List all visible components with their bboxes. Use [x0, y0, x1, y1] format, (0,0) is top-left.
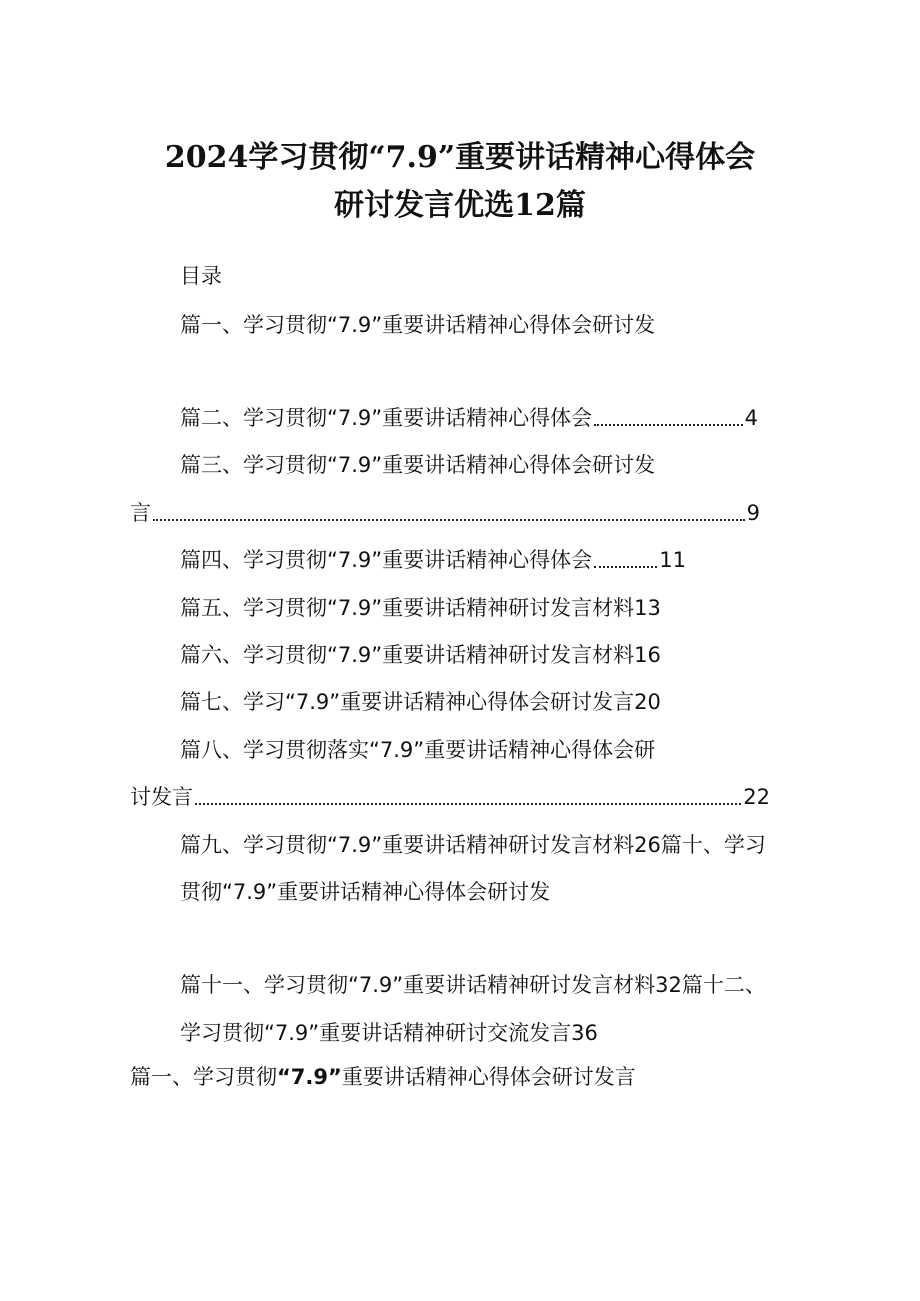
- toc-leader-dots: [153, 519, 745, 521]
- section-heading-bold: “7.9”: [277, 1065, 342, 1089]
- toc-item-11-12-line1: 篇十一、学习贯彻“7.9”重要讲话精神研讨发言材料32篇十二、: [180, 973, 766, 997]
- toc-item-9-10-line1: 篇九、学习贯彻“7.9”重要讲话精神研讨发言材料26篇十、学习: [180, 833, 766, 857]
- toc-item-6: 篇六、学习贯彻“7.9”重要讲话精神研讨发言材料16: [180, 643, 661, 667]
- toc-item-7: 篇七、学习“7.9”重要讲话精神心得体会研讨发言20: [180, 690, 661, 714]
- toc-item-2: [180, 403, 758, 433]
- toc-item-1: 篇一、学习贯彻“7.9”重要讲话精神心得体会研讨发: [180, 313, 656, 337]
- toc-item-2-label: 篇二、学习贯彻“7.9”重要讲话精神心得体会: [180, 406, 593, 430]
- section-heading: [130, 1062, 636, 1092]
- toc-item-3-page: 9: [746, 501, 760, 525]
- toc-item-3-continuation: [130, 498, 760, 528]
- document-title-line1: 2024学习贯彻“7.9”重要讲话精神心得体会: [164, 140, 756, 175]
- section-heading-prefix: 篇一、学习贯彻: [130, 1065, 277, 1089]
- toc-item-4-page: 11: [659, 548, 686, 572]
- toc-item-9-10-line2: 贯彻“7.9”重要讲话精神心得体会研讨发: [180, 880, 551, 904]
- toc-item-5: 篇五、学习贯彻“7.9”重要讲话精神研讨发言材料13: [180, 596, 661, 620]
- toc-leader-dots: [594, 424, 742, 426]
- toc-item-3-cont-label: 言: [130, 501, 151, 525]
- toc-heading: 目录: [180, 264, 222, 288]
- toc-item-8-cont-label: 讨发言: [130, 785, 193, 809]
- toc-item-8-continuation: [130, 782, 770, 812]
- toc-item-8-page: 22: [743, 785, 770, 809]
- section-heading-suffix: 重要讲话精神心得体会研讨发言: [341, 1065, 636, 1089]
- toc-item-2-page: 4: [744, 406, 758, 430]
- toc-item-8: 篇八、学习贯彻落实“7.9”重要讲话精神心得体会研: [180, 738, 656, 762]
- toc-leader-dots: [594, 566, 657, 568]
- toc-leader-dots: [195, 803, 741, 805]
- toc-item-3: 篇三、学习贯彻“7.9”重要讲话精神心得体会研讨发: [180, 453, 656, 477]
- toc-item-4-label: 篇四、学习贯彻“7.9”重要讲话精神心得体会: [180, 548, 593, 572]
- toc-item-4: [180, 545, 686, 575]
- toc-item-11-12-line2: 学习贯彻“7.9”重要讲话精神研讨交流发言36: [180, 1021, 598, 1045]
- document-title-line2: 研讨发言优选12篇: [334, 188, 586, 223]
